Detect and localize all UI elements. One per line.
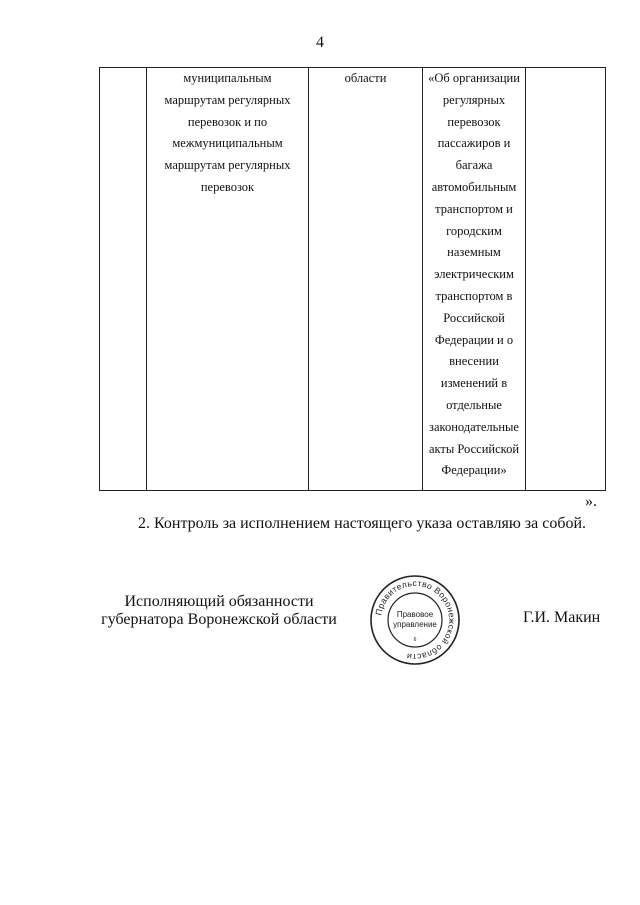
cell-text-line: Российской xyxy=(443,310,505,325)
cell-text-line: транспортом и xyxy=(435,201,513,216)
cell-text-line: внесении xyxy=(449,354,499,369)
signatory-title-line-1: Исполняющий обязанности xyxy=(124,593,314,610)
cell-text-line: городским xyxy=(446,223,502,238)
table-cell-3 xyxy=(309,68,423,491)
cell-text-line: перевозок и по xyxy=(187,114,268,129)
seal-outer-text: Правительство Воронежской области xyxy=(373,577,458,663)
cell-text-line: маршрутам регулярных xyxy=(164,158,291,173)
cell-text-line: отдельные xyxy=(446,397,502,412)
cell-text-line: изменений в xyxy=(440,376,508,391)
closing-quote: ». xyxy=(585,493,597,510)
signatory-title xyxy=(90,593,348,629)
cell-text-line: регулярных xyxy=(442,92,506,107)
cell-text-line: муниципальным xyxy=(183,71,272,85)
table-cell-1 xyxy=(100,68,147,491)
signatory-title-line-2: губернатора Воронежской области xyxy=(101,611,337,628)
cell-text-line: пассажиров и xyxy=(437,136,511,151)
cell-text-line: законодательные xyxy=(429,419,519,434)
seal-inner-line-1: Правовое xyxy=(396,610,434,619)
cell-text-line: перевозок xyxy=(447,114,501,129)
cell-text-line: перевозок xyxy=(200,179,255,194)
document-table xyxy=(99,67,606,491)
signatory-name: Г.И. Макин xyxy=(523,609,601,626)
cell-text-line: межмуниципальным xyxy=(172,136,283,151)
cell-text-line: области xyxy=(344,71,387,85)
table-cell-2 xyxy=(147,68,309,491)
cell-text-line: транспортом в xyxy=(435,288,513,303)
cell-text-line: Федерации и о xyxy=(434,332,514,347)
seal-inner-line-2: управление xyxy=(393,620,437,629)
cell-text-line: акты Российской xyxy=(428,441,520,456)
cell-text-line: маршрутам регулярных xyxy=(164,92,291,107)
cell-text-line: автомобильным xyxy=(431,179,517,194)
page-number: 4 xyxy=(316,34,324,51)
table-row xyxy=(100,68,606,491)
cell-text-line: Федерации» xyxy=(441,463,507,478)
cell-text-line: электрическим xyxy=(434,267,514,282)
cell-text-line: багажа xyxy=(455,158,493,173)
cell-text-line: «Об организации xyxy=(428,71,520,85)
table-cell-4 xyxy=(423,68,526,491)
cell-text-line: наземным xyxy=(447,245,501,260)
control-paragraph: 2. Контроль за исполнением настоящего указа оставляю за собой. xyxy=(138,515,587,532)
seal-number: 6 xyxy=(413,637,417,643)
official-seal xyxy=(369,574,461,666)
table-cell-5 xyxy=(526,68,606,491)
